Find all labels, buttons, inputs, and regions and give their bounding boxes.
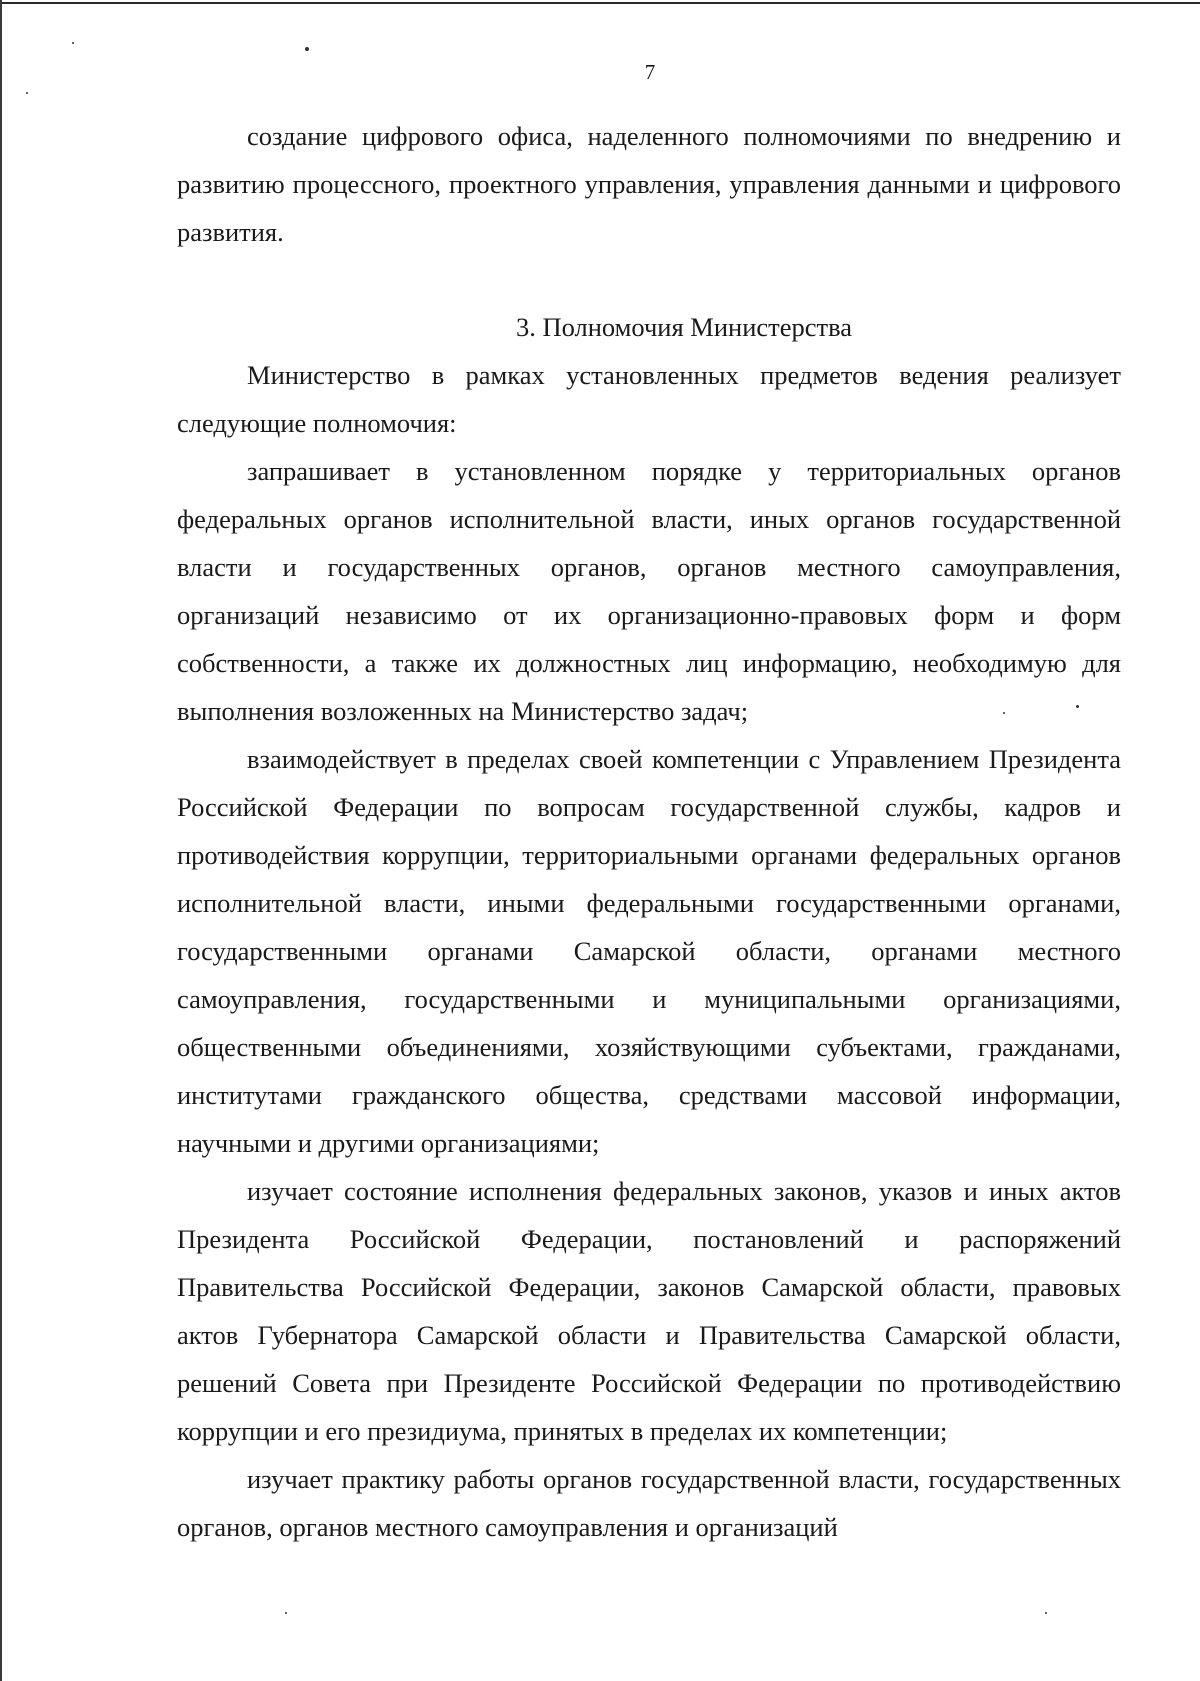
scan-speck bbox=[26, 92, 28, 94]
body-paragraph: изучает состояние исполнения федеральных законов, указов и иных актов Президента Российской Федерации, постановлений и распоряжений Правительства Российской Федерации, законов Самарской области, правовых актов Губернатора Самарской области и Правительства Самарской области, решений Совета при Президенте Российской Федерации по противодействию коррупции и его президиума, принятых в пределах их компетенции; bbox=[177, 1176, 1121, 1446]
body-paragraph: Министерство в рамках установленных предметов ведения реализует следующие полномочия: bbox=[177, 360, 1121, 438]
document-body bbox=[177, 112, 1121, 1551]
scan-speck bbox=[72, 42, 74, 44]
scan-edge-left bbox=[0, 0, 2, 1681]
body-paragraph: взаимодействует в пределах своей компетенции с Управлением Президента Российской Федерации по вопросам государственной службы, кадров и противодействия коррупции, территориальными органами федеральных органов исполнительной власти, иными федеральными государственными органами, государственными органами Самарской области, органами местного самоуправления, государственными и муниципальными организациями, общественными объединениями, хозяйствующими субъектами, гражданами, институтами гражданского общества, средствами массовой информации, научными и другими организациями; bbox=[177, 744, 1121, 1158]
scan-speck bbox=[1045, 1612, 1047, 1614]
body-paragraph: создание цифрового офиса, наделенного полномочиями по внедрению и развитию процессного, проектного управления, управления данными и цифрового развития. bbox=[177, 121, 1121, 247]
scan-speck bbox=[305, 47, 309, 51]
body-paragraph: запрашивает в установленном порядке у территориальных органов федеральных органов исполнительной власти, иных органов государственной власти и государственных органов, органов местного самоуправления, организаций независимо от их организационно-правовых форм и форм собственности, а также их должностных лиц информацию, необходимую для выполнения возложенных на Министерство задач; bbox=[177, 456, 1121, 726]
page-number: 7 bbox=[644, 60, 656, 84]
section-heading: 3. Полномочия Министерства bbox=[515, 312, 853, 342]
scan-edge-top bbox=[0, 2, 1200, 4]
body-paragraph: изучает практику работы органов государственной власти, государственных органов, органов местного самоуправления и организаций bbox=[177, 1464, 1121, 1542]
scan-speck bbox=[285, 1612, 287, 1614]
